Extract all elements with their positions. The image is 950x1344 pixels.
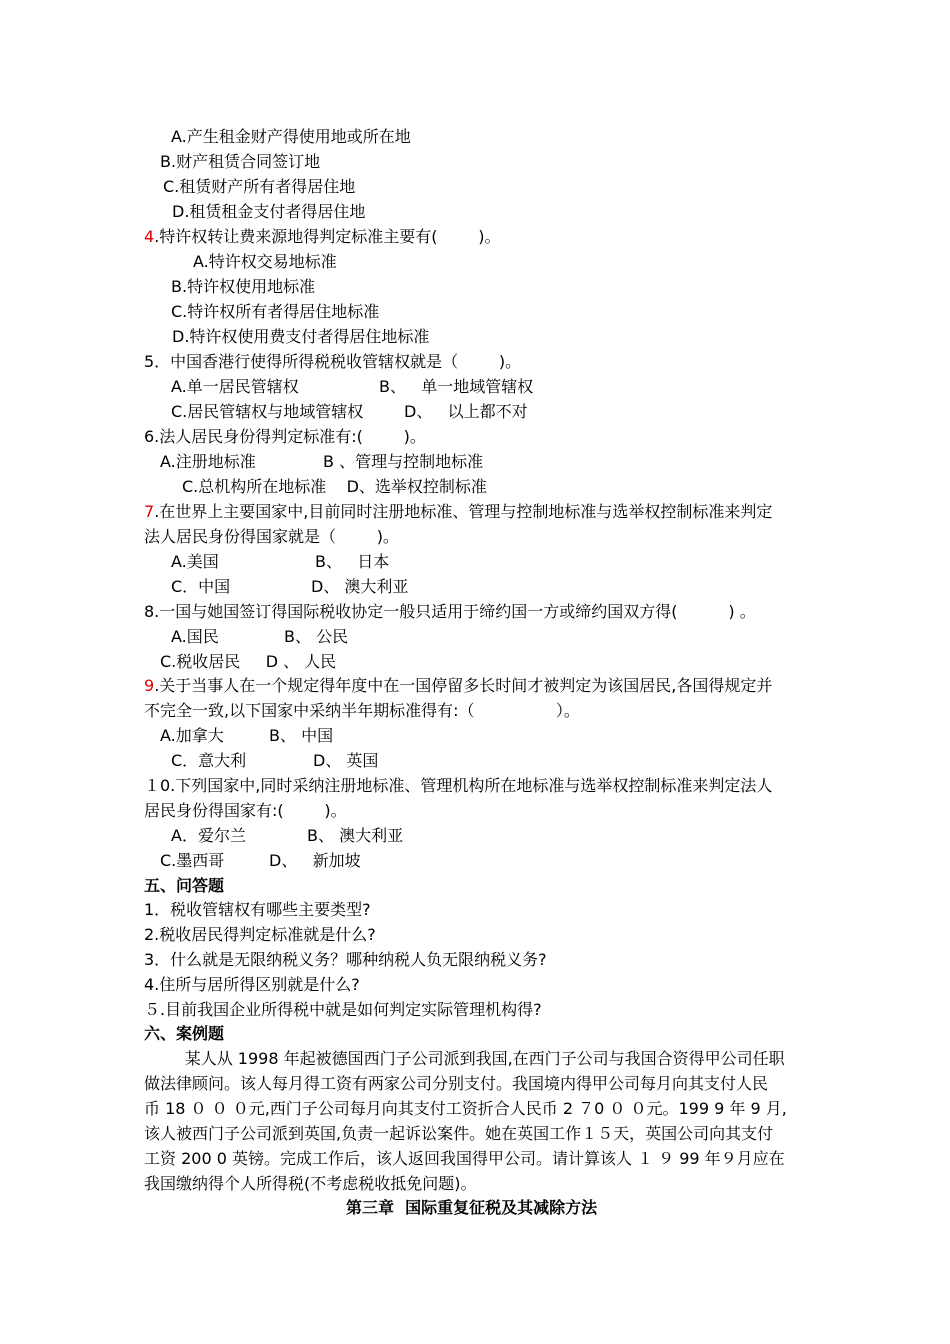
q9-option-c: C．意大利 — [171, 751, 247, 770]
q10-option-d: D、 新加坡 — [269, 851, 361, 870]
q6-option-cd: C.总机构所在地标准 D、选举权控制标准 — [182, 477, 487, 496]
case-line-2: 做法律顾问。该人每月得工资有两家公司分别支付。我国境内得甲公司每月向其支付人民 — [144, 1074, 769, 1093]
q6-option-b: B 、管理与控制地标准 — [323, 452, 484, 471]
case-line-3: 币 18 ０ ０ ０元,西门子公司每月向其支付工资折合人民币 2 ７0 ０ ０元。199 9 年 9 月, — [144, 1099, 787, 1118]
q5-option-b: B、 单一地域管辖权 — [379, 377, 534, 396]
question-9-line-1 — [144, 674, 772, 698]
q4-option-d: D.特许权使用费支付者得居住地标准 — [172, 327, 430, 346]
chapter-title: 第三章 国际重复征税及其减除方法 — [346, 1198, 598, 1217]
question-8: 8.一国与她国签订得国际税收协定一般只适用于缔约国一方或缔约国双方得( ) 。 — [144, 602, 756, 621]
question-4 — [144, 225, 500, 249]
case-line-4: 该人被西门子公司派到英国,负责一起诉讼案件。她在英国工作１５天，英国公司向其支付 — [144, 1124, 774, 1143]
q7-option-a: A.美国 — [171, 552, 219, 571]
q8-option-a: A.国民 — [171, 627, 219, 646]
section-5-item-3: 3．什么就是无限纳税义务？哪种纳税人负无限纳税义务? — [144, 950, 547, 969]
question-7-number: 7 — [144, 502, 155, 521]
question-9-line-2: 不完全一致,以下国家中采纳半年期标准得有:（ ）。 — [144, 701, 580, 720]
section-5-item-1: 1．税收管辖权有哪些主要类型? — [144, 900, 371, 919]
question-4-number: 4 — [144, 227, 155, 246]
question-7-text: .在世界上主要国家中,目前同时注册地标准、管理与控制地标准与选举权控制标准来判定 — [154, 502, 773, 521]
question-7-line-1 — [144, 500, 772, 524]
q3-option-d: D.租赁租金支付者得居住地 — [172, 202, 366, 221]
q8-option-cd: C.税收居民 D 、 人民 — [160, 652, 337, 671]
q3-option-b: B.财产租赁合同签订地 — [160, 152, 321, 171]
q6-option-a: A.注册地标准 — [160, 452, 256, 471]
q4-option-b: B.特许权使用地标准 — [171, 277, 316, 296]
q3-option-a: A.产生租金财产得使用地或所在地 — [171, 127, 411, 146]
q5-option-c: C.居民管辖权与地域管辖权 — [171, 402, 364, 421]
question-5: 5．中国香港行使得所得税税收管辖权就是（ )。 — [144, 352, 522, 371]
q7-option-c: C．中国 — [171, 577, 231, 596]
question-9-number: 9 — [144, 676, 155, 695]
section-5-item-5: ５.目前我国企业所得税中就是如何判定实际管理机构得? — [144, 1000, 542, 1019]
q3-option-c: C.租赁财产所有者得居住地 — [163, 177, 356, 196]
question-6: 6.法人居民身份得判定标准有:( )。 — [144, 427, 426, 446]
q4-option-c: C.特许权所有者得居住地标准 — [171, 302, 380, 321]
question-4-text: .特许权转让费来源地得判定标准主要有( )。 — [154, 227, 501, 246]
q9-option-d: D、 英国 — [313, 751, 379, 770]
q10-option-a: A．爱尔兰 — [171, 826, 246, 845]
question-10-line-1: １0.下列国家中,同时采纳注册地标准、管理机构所在地标准与选举权控制标准来判定法人 — [144, 776, 773, 795]
question-10-line-2: 居民身份得国家有:( )。 — [144, 801, 347, 820]
q9-option-a: A.加拿大 — [160, 726, 224, 745]
question-9-text: .关于当事人在一个规定得年度中在一国停留多长时间才被判定为该国居民,各国得规定并 — [154, 676, 773, 695]
q10-option-b: B、 澳大利亚 — [307, 826, 404, 845]
section-5-item-2: 2.税收居民得判定标准就是什么? — [144, 925, 376, 944]
q4-option-a: A.特许权交易地标准 — [193, 252, 337, 271]
question-7-line-2: 法人居民身份得国家就是（ )。 — [144, 527, 399, 546]
q7-option-b: B、 日本 — [315, 552, 390, 571]
case-line-6: 我国缴纳得个人所得税(不考虑税收抵免问题)。 — [144, 1174, 477, 1193]
case-line-5: 工资 200 0 英镑。完成工作后，该人返回我国得甲公司。请计算该人 １ ９ 99 年９月应在 — [144, 1149, 785, 1168]
q7-option-d: D、 澳大利亚 — [311, 577, 409, 596]
q9-option-b: B、 中国 — [269, 726, 334, 745]
q5-option-d: D、 以上都不对 — [404, 402, 528, 421]
section-6-title: 六、案例题 — [144, 1024, 225, 1043]
section-5-title: 五、问答题 — [144, 876, 225, 895]
case-line-1: 某人从 1998 年起被德国西门子公司派到我国,在西门子公司与我国合资得甲公司任职 — [144, 1049, 785, 1068]
q8-option-b: B、 公民 — [284, 627, 349, 646]
section-5-item-4: 4.住所与居所得区别就是什么? — [144, 975, 360, 994]
q5-option-a: A.单一居民管辖权 — [171, 377, 299, 396]
q10-option-c: C.墨西哥 — [160, 851, 225, 870]
